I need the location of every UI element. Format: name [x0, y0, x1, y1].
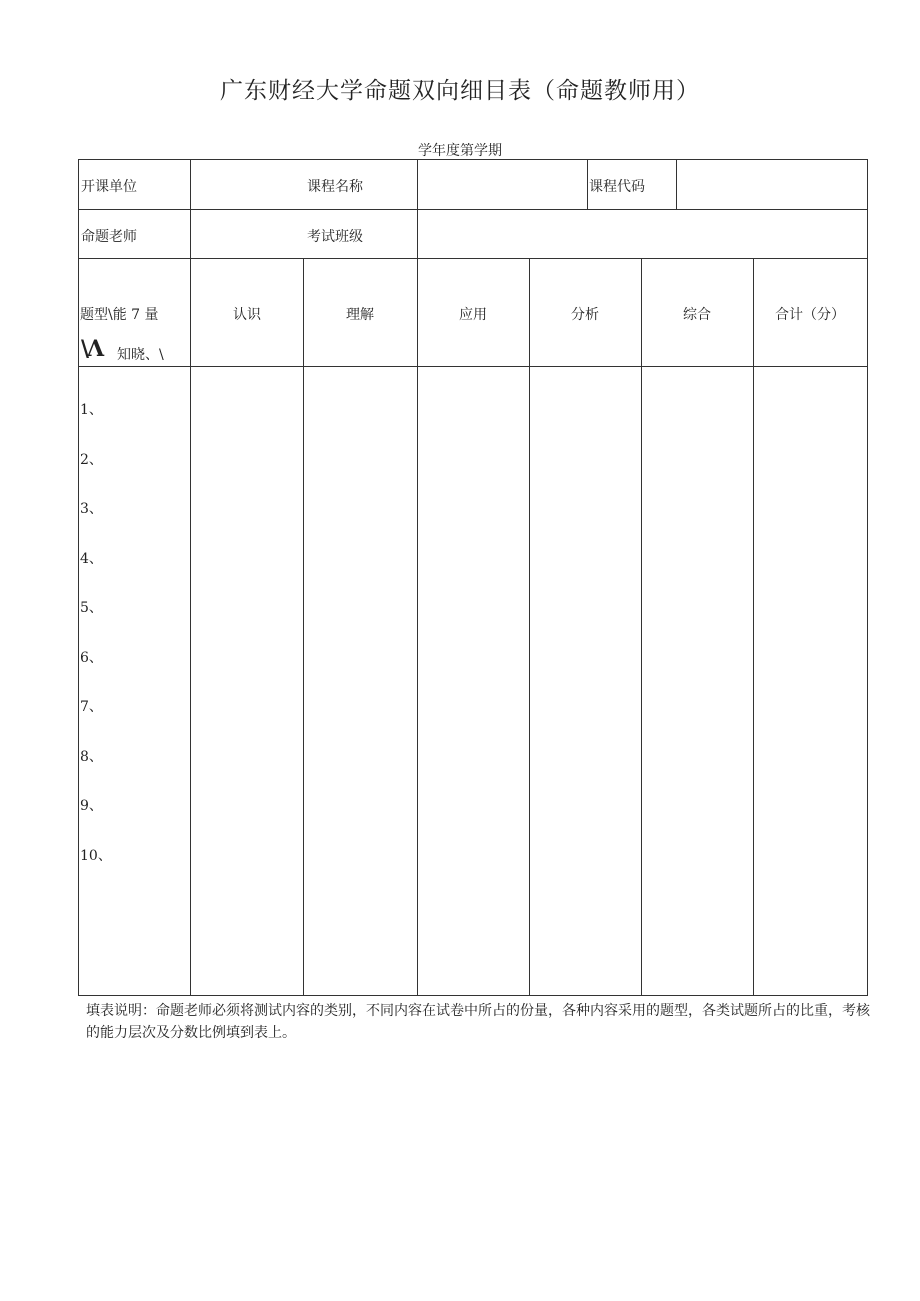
col-divider [529, 258, 530, 996]
page-title: 广东财经大学命题双向细目表（命题教师用） [220, 78, 700, 104]
term-subtitle: 学年度第学期 [418, 143, 502, 159]
row-number: 3、 [80, 501, 103, 517]
row-number: 9、 [80, 798, 103, 814]
column-header-analysis: 分析 [571, 307, 599, 323]
fill-instructions: 填表说明：命题老师必须将测试内容的类别，不同内容在试卷中所占的份量，各种内容采用的题型，各类试题所占的比重，考核的能力层次及分数比例填到表上。 [86, 1003, 870, 1041]
col-divider [753, 258, 754, 996]
col-divider [417, 160, 418, 259]
row-number: 10、 [80, 848, 112, 864]
course-code-label: 课程代码 [589, 179, 645, 195]
column-header-understanding: 理解 [346, 307, 374, 323]
row-number: 4、 [80, 551, 103, 567]
detail-table [78, 159, 868, 996]
column-header-synthesis: 综合 [683, 307, 711, 323]
col-divider [190, 258, 191, 996]
col-divider [641, 258, 642, 996]
col-divider [190, 160, 191, 259]
col-divider [417, 258, 418, 996]
course-name-label: 课程名称 [307, 179, 363, 195]
header-corner-bottom: 知晓、\ [117, 347, 164, 363]
teacher-label: 命题老师 [81, 229, 137, 245]
exam-class-label: 考试班级 [307, 229, 363, 245]
row-number: 1、 [80, 402, 103, 418]
row-number: 5、 [80, 600, 103, 616]
column-header-total: 合计（分） [775, 307, 845, 323]
row-divider [79, 366, 867, 367]
column-header-application: 应用 [459, 307, 487, 323]
header-corner-mark: \Λ [81, 336, 103, 362]
row-divider [79, 258, 867, 259]
row-divider [79, 209, 867, 210]
header-corner-top: 题型\能 7 量 [80, 307, 159, 323]
department-label: 开课单位 [81, 179, 137, 195]
column-header-recognition: 认识 [233, 307, 261, 323]
col-divider [676, 160, 677, 209]
row-number: 6、 [80, 650, 103, 666]
col-divider [303, 258, 304, 996]
row-number: 8、 [80, 749, 103, 765]
col-divider [587, 160, 588, 209]
row-number: 2、 [80, 452, 103, 468]
row-number: 7、 [80, 699, 103, 715]
